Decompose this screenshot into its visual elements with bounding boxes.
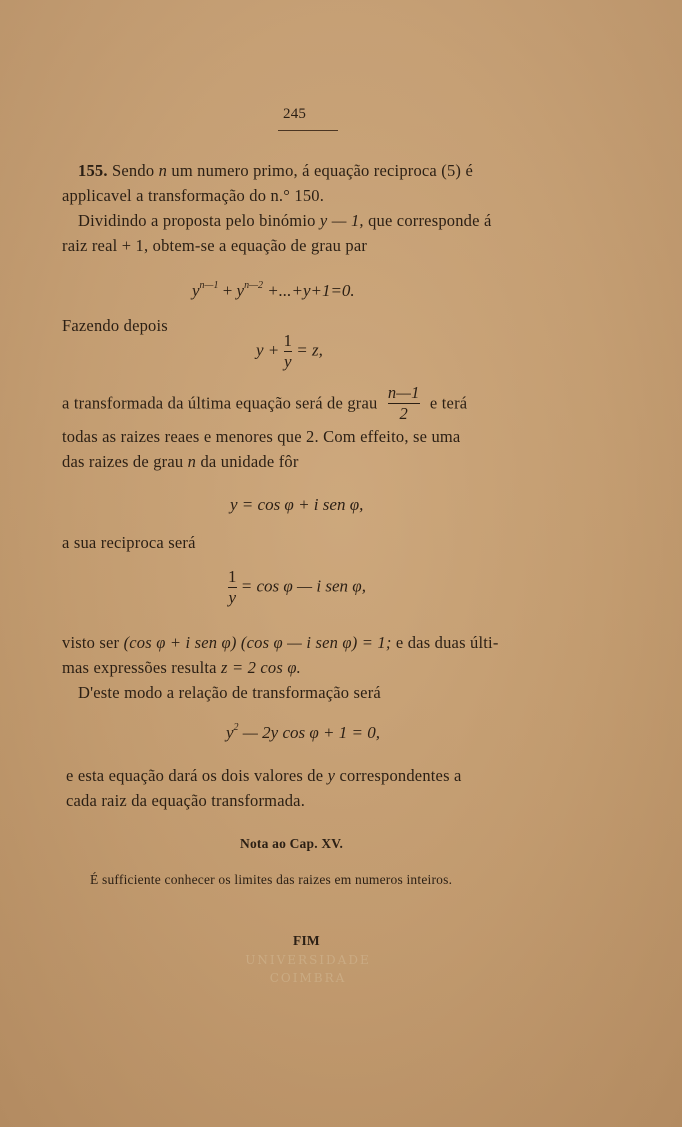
header-rule xyxy=(278,130,338,131)
para2-line-1 xyxy=(62,633,499,653)
equation-3: y = cos φ + i sen φ, xyxy=(230,495,364,514)
para2-line-3: D'este modo a relação de transformação será xyxy=(78,683,381,702)
stamp-line-2: COIMBRA xyxy=(269,971,347,985)
para1-line-3 xyxy=(62,452,299,472)
para1-part1: a transformada da última equação será de grau xyxy=(62,393,378,413)
para3-line1y: y xyxy=(327,766,336,785)
fim-label: FIM xyxy=(293,933,320,948)
section-text-tail: um numero primo, á equação reciproca (5) é xyxy=(171,161,473,180)
eq5-rest: — 2y cos φ + 1 = 0, xyxy=(242,723,380,742)
eq2-den: y xyxy=(284,352,292,371)
para1-line-1 xyxy=(62,384,467,423)
line3-math: y — 1, xyxy=(319,211,364,230)
para2-line-2 xyxy=(62,658,301,678)
eq1-rest: +...+y+1=0. xyxy=(267,281,355,300)
eq5-exp: 2 xyxy=(233,722,239,733)
eq2-num: 1 xyxy=(283,331,293,350)
eq2-left: y + xyxy=(256,340,280,360)
section-line-2: applicavel a transformação do n.° 150. xyxy=(62,186,325,205)
section-line-3 xyxy=(78,211,492,231)
library-stamp xyxy=(228,905,388,995)
eq4-num: 1 xyxy=(228,567,237,586)
reciprocal-label: a sua reciproca será xyxy=(62,533,196,552)
equation-1 xyxy=(192,280,355,301)
fazendo-depois: Fazendo depois xyxy=(62,316,168,335)
eq1-exp2: n—2 xyxy=(244,280,263,291)
para3-line-1 xyxy=(66,766,462,786)
note-text: É sufficiente conhecer os limites das raizes em numeros inteiros. xyxy=(90,872,453,887)
note-title: Nota ao Cap. XV. xyxy=(240,836,344,851)
line3-text: Dividindo a proposta pelo binómio xyxy=(78,211,316,230)
eq5-y: y xyxy=(226,723,234,742)
eq1-y1: y xyxy=(192,281,200,300)
line3-tail: que corresponde á xyxy=(368,211,492,230)
section-number: 155. xyxy=(78,161,108,180)
eq2-right: = z, xyxy=(296,340,323,360)
para2-line1a: visto ser xyxy=(62,633,120,652)
equation-2 xyxy=(256,332,323,371)
para2-line2math: z = 2 cos φ. xyxy=(221,658,301,677)
para1-line3n: n xyxy=(187,452,197,471)
para1-line-2: todas as raizes reaes e menores que 2. Com effeito, se uma xyxy=(62,427,461,446)
para1-num: n—1 xyxy=(387,383,420,402)
para1-fraction xyxy=(388,384,420,423)
eq1-exp1: n—1 xyxy=(199,280,219,291)
page-number: 245 xyxy=(283,106,307,122)
eq1-plus: + xyxy=(222,281,233,300)
para2-line1math: (cos φ + i sen φ) (cos φ — i sen φ) = 1; xyxy=(123,633,392,652)
para3-line-2: cada raiz da equação transformada. xyxy=(66,791,306,810)
section-line-1 xyxy=(78,161,473,181)
stamp-line-1: UNIVERSIDADE xyxy=(245,953,371,967)
eq4-right: = cos φ — i sen φ, xyxy=(240,576,366,596)
section-text: Sendo xyxy=(112,161,155,180)
equation-4 xyxy=(228,568,366,607)
section-line-4: raiz real + 1, obtem-se a equação de grau par xyxy=(62,236,368,255)
para2-line2a: mas expressões resulta xyxy=(62,658,217,677)
eq2-fraction xyxy=(284,332,293,371)
eq4-den: y xyxy=(228,588,237,607)
equation-5 xyxy=(226,722,380,743)
para1-part2: e terá xyxy=(429,393,468,413)
section-var-n: n xyxy=(158,161,168,180)
para2-line1b: e das duas últi- xyxy=(395,633,499,652)
eq4-fraction xyxy=(228,568,237,607)
para1-line3a: das raizes de grau xyxy=(62,452,184,471)
para3-line1b: correspondentes a xyxy=(339,766,462,785)
eq1-y2: y xyxy=(236,281,245,300)
para1-line3b: da unidade fôr xyxy=(200,452,299,471)
para1-den: 2 xyxy=(399,404,408,423)
para3-line1a: e esta equação dará os dois valores de xyxy=(66,766,324,785)
